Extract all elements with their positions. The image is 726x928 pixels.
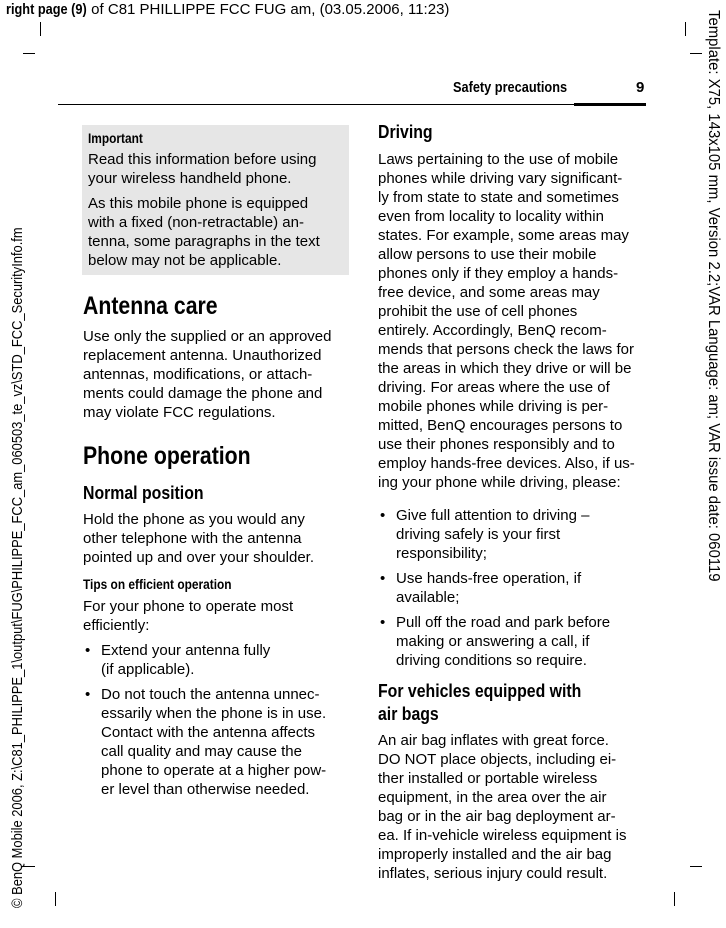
text-line: may violate FCC regulations. [83,404,276,421]
text-line: prohibit the use of cell phones [378,303,578,320]
crop-mark [685,22,686,36]
air-bags-heading-line: For vehicles equipped with [378,681,582,701]
text-line: Do not touch the antenna unnec- [101,686,320,703]
text-line: ing your phone while driving, please: [378,474,621,491]
left-column [83,291,353,799]
text-line: responsibility; [396,545,487,562]
text-line: er level than otherwise needed. [101,781,310,798]
crop-mark [23,53,35,54]
phone-operation-heading: Phone operation [83,442,251,470]
text-line: ther installed or portable wireless [378,770,598,787]
text-line: Extend your antenna fully [101,642,271,659]
crop-mark [690,53,702,54]
antenna-care-body [83,327,353,422]
text-line: even from locality to locality within [378,208,604,225]
template-margin-text: Template: X75, 143x105 mm, Version 2.2;VAR Language: am; VAR issue date: 060119 [705,10,722,582]
driving-body [378,150,653,492]
text-line: DO NOT place objects, including ei- [378,751,617,768]
text-line: ea. If in-vehicle wireless equipment is [378,827,627,844]
text-line: As this mobile phone is equipped [88,195,309,212]
text-line: Pull off the road and park before [396,614,611,631]
tips-heading: Tips on efficient operation [83,576,232,592]
text-line: Read this information before using [88,151,317,168]
antenna-care-heading: Antenna care [83,292,218,320]
bullet-item [83,641,353,679]
text-line: Give full attention to driving – [396,507,590,524]
bullet-icon: • [380,614,386,631]
crop-mark [674,892,675,906]
text-line: phones while driving vary significant- [378,170,623,187]
text-line: the areas in which they drive or will be [378,360,632,377]
text-line: states. For example, some areas may [378,227,629,244]
driving-bullet-list [378,506,653,670]
text-line: phones only if they employ a hands- [378,265,619,282]
text-line: your wireless handheld phone. [88,170,292,187]
text-line: allow persons to use their mobile [378,246,597,263]
text-line: (if applicable). [101,661,195,678]
text-line: mobile phones while driving is per- [378,398,609,415]
air-bags-heading-line: air bags [378,704,439,724]
text-line: inflates, serious injury could result. [378,865,608,882]
text-line: antennas, modifications, or attach- [83,366,313,383]
important-notice-content [88,129,320,270]
text-line: efficiently: [83,617,150,634]
text-line: below may not be applicable. [88,252,282,269]
text-line: replacement antenna. Unauthorized [83,347,322,364]
text-line: phone to operate at a higher pow- [101,762,327,779]
text-line: essarily when the phone is in use. [101,705,327,722]
text-line: free device, and some areas may [378,284,600,301]
right-column [378,121,653,883]
text-line: tenna, some paragraphs in the text [88,233,320,250]
text-line: call quality and may cause the [101,743,302,760]
important-notice-title: Important [88,130,143,146]
important-para-1 [88,150,320,188]
section-title: Safety precautions [453,79,568,96]
text-line: driving. For areas where the use of [378,379,610,396]
text-line: with a fixed (non-retractable) an- [88,214,304,231]
crop-mark [40,22,41,36]
text-line: available; [396,589,460,606]
text-line: bag or in the air bag deployment ar- [378,808,616,825]
file-path-margin-text: © BenQ Mobile 2006, Z:\C81_PHILIPPE_1\output\FUG\PHILIPPE_FCC_am_060503_te_vz\STD_FCC_SecurityInfo.fm [9,227,26,908]
text-line: ly from state to state and sometimes [378,189,619,206]
bullet-icon: • [380,570,386,587]
header-rule [58,104,646,105]
text-line: use their phones responsibly and to [378,436,615,453]
text-line: mitted, BenQ encourages persons to [378,417,623,434]
text-line: other telephone with the antenna [83,530,302,547]
text-line: ments could damage the phone and [83,385,323,402]
text-line: Use only the supplied or an approved [83,328,332,345]
page-number: 9 [636,79,645,96]
tips-bullet-list [83,641,353,799]
text-line: pointed up and over your shoulder. [83,549,314,566]
bullet-icon: • [380,507,386,524]
bullet-icon: • [85,642,91,659]
text-line: driving safely is your first [396,526,561,543]
text-line: Hold the phone as you would any [83,511,305,528]
document-info-text: of C81 PHILLIPPE FCC FUG am, (03.05.2006, 11:23) [87,1,450,18]
bullet-item [378,613,653,670]
text-line: mends that persons check the laws for [378,341,634,358]
header-rule-accent [574,103,646,106]
text-line: improperly installed and the air bag [378,846,612,863]
text-line: For your phone to operate most [83,598,294,615]
normal-position-heading: Normal position [83,483,204,503]
bullet-item [378,569,653,607]
tips-body [83,597,353,635]
important-para-2 [88,194,320,270]
document-info-header [6,1,449,18]
text-line: An air bag inflates with great force. [378,732,609,749]
bullet-item [378,506,653,563]
text-line: Laws pertaining to the use of mobile [378,151,619,168]
text-line: Contact with the antenna affects [101,724,316,741]
bullet-item [83,685,353,799]
crop-mark [690,866,702,867]
text-line: employ hands-free devices. Also, if us- [378,455,635,472]
text-line: Use hands-free operation, if [396,570,582,587]
text-line: driving conditions so require. [396,652,587,669]
driving-heading: Driving [378,122,433,142]
normal-position-body [83,510,353,567]
text-line: equipment, in the area over the air [378,789,607,806]
text-line: making or answering a call, if [396,633,590,650]
air-bags-heading [378,680,653,726]
air-bags-body [378,731,653,883]
crop-mark [55,892,56,906]
bullet-icon: • [85,686,91,703]
document-page-label: right page (9) [6,1,87,18]
text-line: entirely. Accordingly, BenQ recom- [378,322,607,339]
